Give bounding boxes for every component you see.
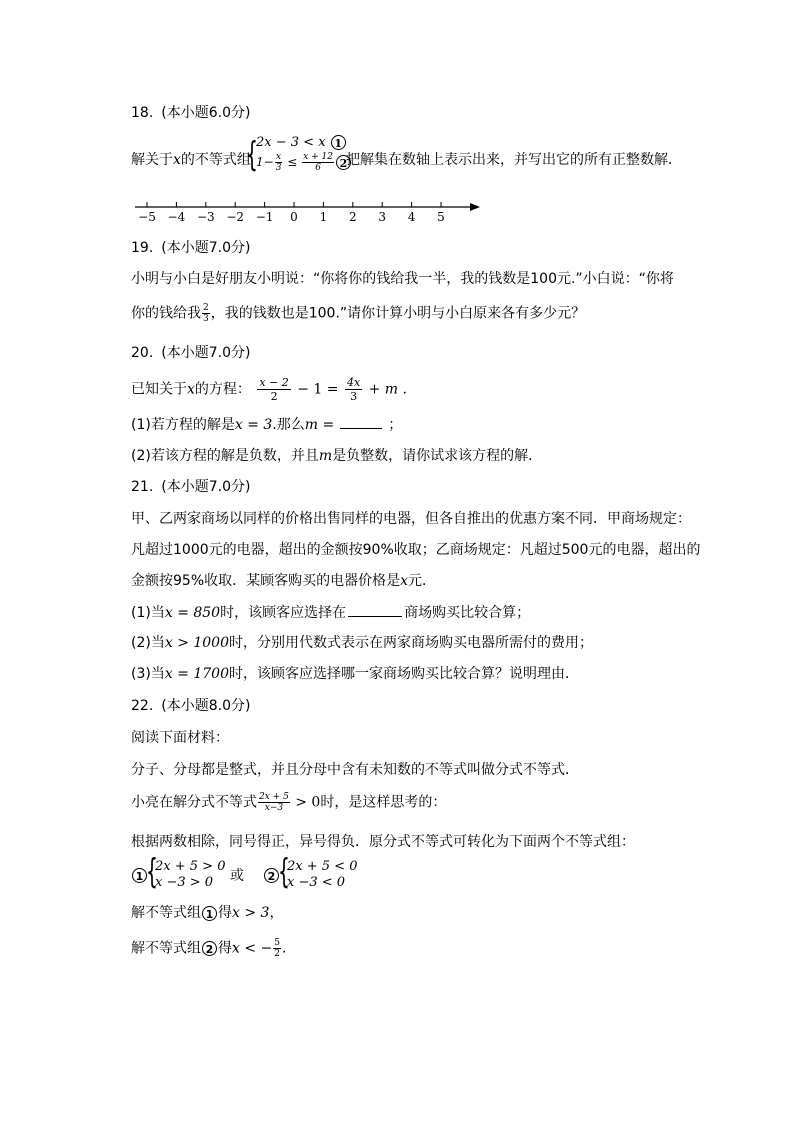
number-line-tick-label: 5 bbox=[437, 210, 445, 224]
number-line-tick-label: 1 bbox=[319, 210, 328, 224]
q21-score: (本小题7.0分) bbox=[161, 479, 251, 495]
number-line-ticks bbox=[147, 202, 441, 207]
q22-line3: 小亮在解分式不等式 $\frac{2x + 5}{x-3}$ > 0时，是这样思考的： bbox=[131, 792, 447, 813]
number-line-tick-label: −4 bbox=[167, 210, 186, 224]
number-line-arrow-icon bbox=[470, 203, 480, 211]
q22-number: 22. bbox=[131, 698, 154, 714]
q19-number: 19. bbox=[131, 240, 154, 256]
number-line-tick-label: −2 bbox=[226, 210, 245, 224]
q19-line2: 你的钱给我 $\frac{2}{3}$ ，我的钱数也是100.”请你计算小明与小白原来各有多少元？ bbox=[131, 303, 586, 324]
q22-system1-brace: { bbox=[146, 852, 158, 892]
q19-line1: 小明与小白是好朋友小明说：“你将你的钱给我一半，我的钱数是100元.”小白说：“你将 bbox=[131, 271, 674, 287]
q21-number: 21. bbox=[131, 479, 154, 495]
q19-header bbox=[131, 238, 250, 258]
q21-part2: (2)当x > 1000时，分别用代数式表示在两家商场购买电器所需付的费用； bbox=[131, 635, 593, 651]
q18-system-brace: { bbox=[246, 135, 258, 175]
q22-line1: 阅读下面材料： bbox=[131, 730, 229, 746]
number-line-tick-label: 3 bbox=[378, 210, 387, 224]
q18-number: 18. bbox=[131, 105, 154, 121]
q18-intro: 解关于x的不等式组 bbox=[131, 152, 251, 168]
q18-score: (本小题6.0分) bbox=[161, 105, 251, 121]
q22-or: 或 bbox=[230, 868, 244, 884]
q18-tail: 把解集在数轴上表示出来，并写出它的所有正整数解． bbox=[346, 152, 682, 168]
q21-part1: (1)当x = 850时，该顾客应选择在 商场购买比较合算； bbox=[131, 602, 530, 623]
number-line-tick-label: −3 bbox=[196, 210, 215, 224]
q21-line2: 凡超过1000元的电器，超出的金额按90%收取；乙商场规定：凡超过500元的电器，超出的 bbox=[131, 542, 701, 558]
q22-system2-brace: { bbox=[278, 852, 290, 892]
q21-line1: 甲、乙两家商场以同样的价格出售同样的电器，但各自推出的优惠方案不同．甲商场规定： bbox=[131, 511, 691, 527]
circled-2-icon: 2 bbox=[336, 155, 351, 170]
q21-part3: (3)当x = 1700时，该顾客应选择哪一家商场购买比较合算？说明理由． bbox=[131, 666, 579, 682]
circled-2-icon: 2 bbox=[264, 868, 279, 883]
q21-line3: 金额按95%收取．某顾客购买的电器价格是x元． bbox=[131, 573, 437, 589]
circled-2-icon: 2 bbox=[202, 941, 217, 956]
q18-system-eq1: 2x − 3 < x 1 bbox=[256, 135, 347, 150]
q21-header bbox=[131, 477, 250, 497]
q22-system1-eq1: 2x + 5 > 0 bbox=[155, 859, 226, 874]
q18-system-eq2: 1− $\frac{x}{3}$ ≤ $\frac{x + 12}{6}$ 2 bbox=[256, 152, 352, 173]
q22-system2-eq2: x −3 < 0 bbox=[287, 875, 346, 890]
q20-number: 20. bbox=[131, 345, 154, 361]
q20-equation-line: 已知关于x的方程： $\frac{x - 2}{2}$ − 1 = $\frac{4x}{3}$ + m . bbox=[131, 376, 407, 403]
q22-score: (本小题8.0分) bbox=[161, 698, 251, 714]
q21-answer-blank[interactable] bbox=[348, 602, 402, 617]
q22-line4: 根据两数相除，同号得正，异号得负．原分式不等式可转化为下面两个不等式组： bbox=[131, 834, 635, 850]
q20-part1: (1)若方程的解是x = 3.那么m = ； bbox=[131, 414, 402, 435]
number-line-tick-label: −5 bbox=[138, 210, 156, 224]
circled-1-icon: 1 bbox=[202, 906, 217, 921]
q22-line7: 解不等式组 2 得x < − $\frac{5}{2}$ . bbox=[131, 938, 287, 959]
number-line-tick-label: 4 bbox=[407, 210, 416, 224]
q22-system1-eq2: x −3 > 0 bbox=[155, 875, 214, 890]
q19-score: (本小题7.0分) bbox=[161, 240, 251, 256]
q20-part2: (2)若该方程的解是负数，并且m是负整数，请你试求该方程的解． bbox=[131, 448, 543, 464]
q20-header bbox=[131, 343, 250, 363]
number-line-tick-label: −1 bbox=[255, 210, 274, 224]
q22-header bbox=[131, 696, 250, 716]
q22-line2: 分子、分母都是整式，并且分母中含有未知数的不等式叫做分式不等式． bbox=[131, 762, 579, 778]
q18-header bbox=[131, 103, 250, 123]
q22-line6: 解不等式组 1 得x > 3， bbox=[131, 905, 284, 921]
q20-score: (本小题7.0分) bbox=[161, 345, 251, 361]
number-line-tick-label: 0 bbox=[290, 210, 298, 224]
q22-system2-eq1: 2x + 5 < 0 bbox=[287, 859, 358, 874]
number-line-tick-label: 2 bbox=[348, 210, 357, 224]
q20-answer-blank[interactable] bbox=[340, 414, 382, 429]
circled-1-icon: 1 bbox=[132, 868, 147, 883]
circled-1-icon: 1 bbox=[331, 135, 346, 150]
